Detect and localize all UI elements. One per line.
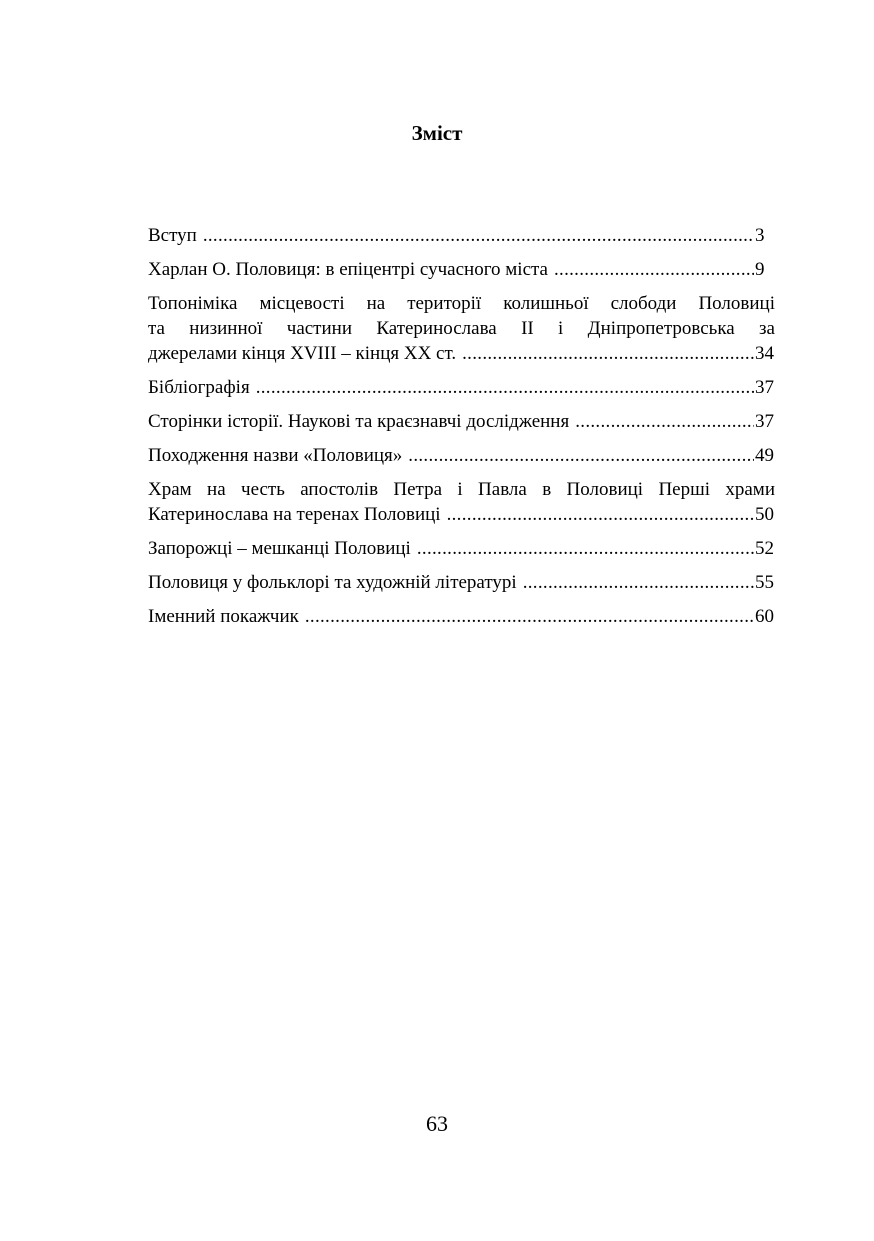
- toc-entry-zaporozhians: [148, 536, 775, 561]
- toc-line: [148, 409, 775, 434]
- page-number: 63: [426, 1111, 448, 1136]
- toc-entry-kharlan: [148, 257, 775, 282]
- toc-entry-title: Половиця у фольклорі та художній літературі: [148, 572, 517, 593]
- toc-page-number: 50: [755, 504, 774, 525]
- toc-line: [148, 223, 775, 248]
- page-title: Зміст: [411, 121, 463, 145]
- toc-page-number: 49: [755, 445, 774, 466]
- toc-entry-folklore: [148, 570, 775, 595]
- toc-page-number: 55: [755, 572, 774, 593]
- toc-entry-bibliography: [148, 375, 775, 400]
- toc-entry-title: Іменний покажчик: [148, 606, 299, 627]
- toc-entry-title-line: Храм на честь апостолів Петра і Павла в Половиці Перші храми: [148, 479, 775, 500]
- toc-entry-title: Запорожці – мешканці Половиці: [148, 538, 411, 559]
- toc-line: [148, 502, 775, 527]
- toc-line: [148, 443, 775, 468]
- toc-entry-name-origin: [148, 443, 775, 468]
- toc-page-number: 60: [755, 606, 774, 627]
- toc-dot-leader: [441, 502, 754, 527]
- toc-page-number: 52: [755, 538, 774, 559]
- toc-page-number: 3: [755, 225, 765, 246]
- toc-page-number: 37: [755, 411, 774, 432]
- toc-entry-intro: [148, 223, 775, 248]
- toc-entry-toponymy: [148, 291, 775, 366]
- table-of-contents: [148, 223, 775, 638]
- toc-dot-leader: [411, 536, 754, 561]
- toc-dot-leader: [456, 341, 754, 366]
- toc-page-number: 34: [755, 343, 774, 364]
- toc-line: [148, 375, 775, 400]
- toc-entry-title: Сторінки історії. Наукові та краєзнавчі дослідження: [148, 411, 570, 432]
- toc-dot-leader: [517, 570, 754, 595]
- toc-entry-title: Бібліографія: [148, 377, 250, 398]
- toc-entry-title: Харлан О. Половиця: в епіцентрі сучасного міста: [148, 259, 548, 280]
- toc-dot-leader: [569, 409, 754, 434]
- toc-line: [148, 570, 775, 595]
- toc-line: [148, 536, 775, 561]
- toc-page-number: 37: [755, 377, 774, 398]
- toc-line: [148, 341, 775, 366]
- toc-entry-title: джерелами кінця XVIII – кінця ХХ ст.: [148, 343, 457, 364]
- toc-dot-leader: [197, 223, 754, 248]
- toc-entry-title: Катеринослава на теренах Половиці: [148, 504, 441, 525]
- toc-entry-title-line: Топоніміка місцевості на території колишньої слободи Половиці: [148, 293, 775, 314]
- toc-dot-leader: [299, 604, 754, 629]
- toc-entry-temple: [148, 477, 775, 527]
- toc-line: [148, 257, 775, 282]
- toc-entry-title: Походження назви «Половиця»: [148, 445, 403, 466]
- toc-line: [148, 604, 775, 629]
- toc-entry-history-pages: [148, 409, 775, 434]
- toc-dot-leader: [548, 257, 754, 282]
- toc-entry-title: Вступ: [148, 225, 197, 246]
- toc-entry-name-index: [148, 604, 775, 629]
- toc-page-number: 9: [755, 259, 765, 280]
- toc-entry-title-line: та низинної частини Катеринослава ІІ і Дніпропетровська за: [148, 318, 775, 339]
- toc-dot-leader: [402, 443, 754, 468]
- toc-dot-leader: [250, 375, 754, 400]
